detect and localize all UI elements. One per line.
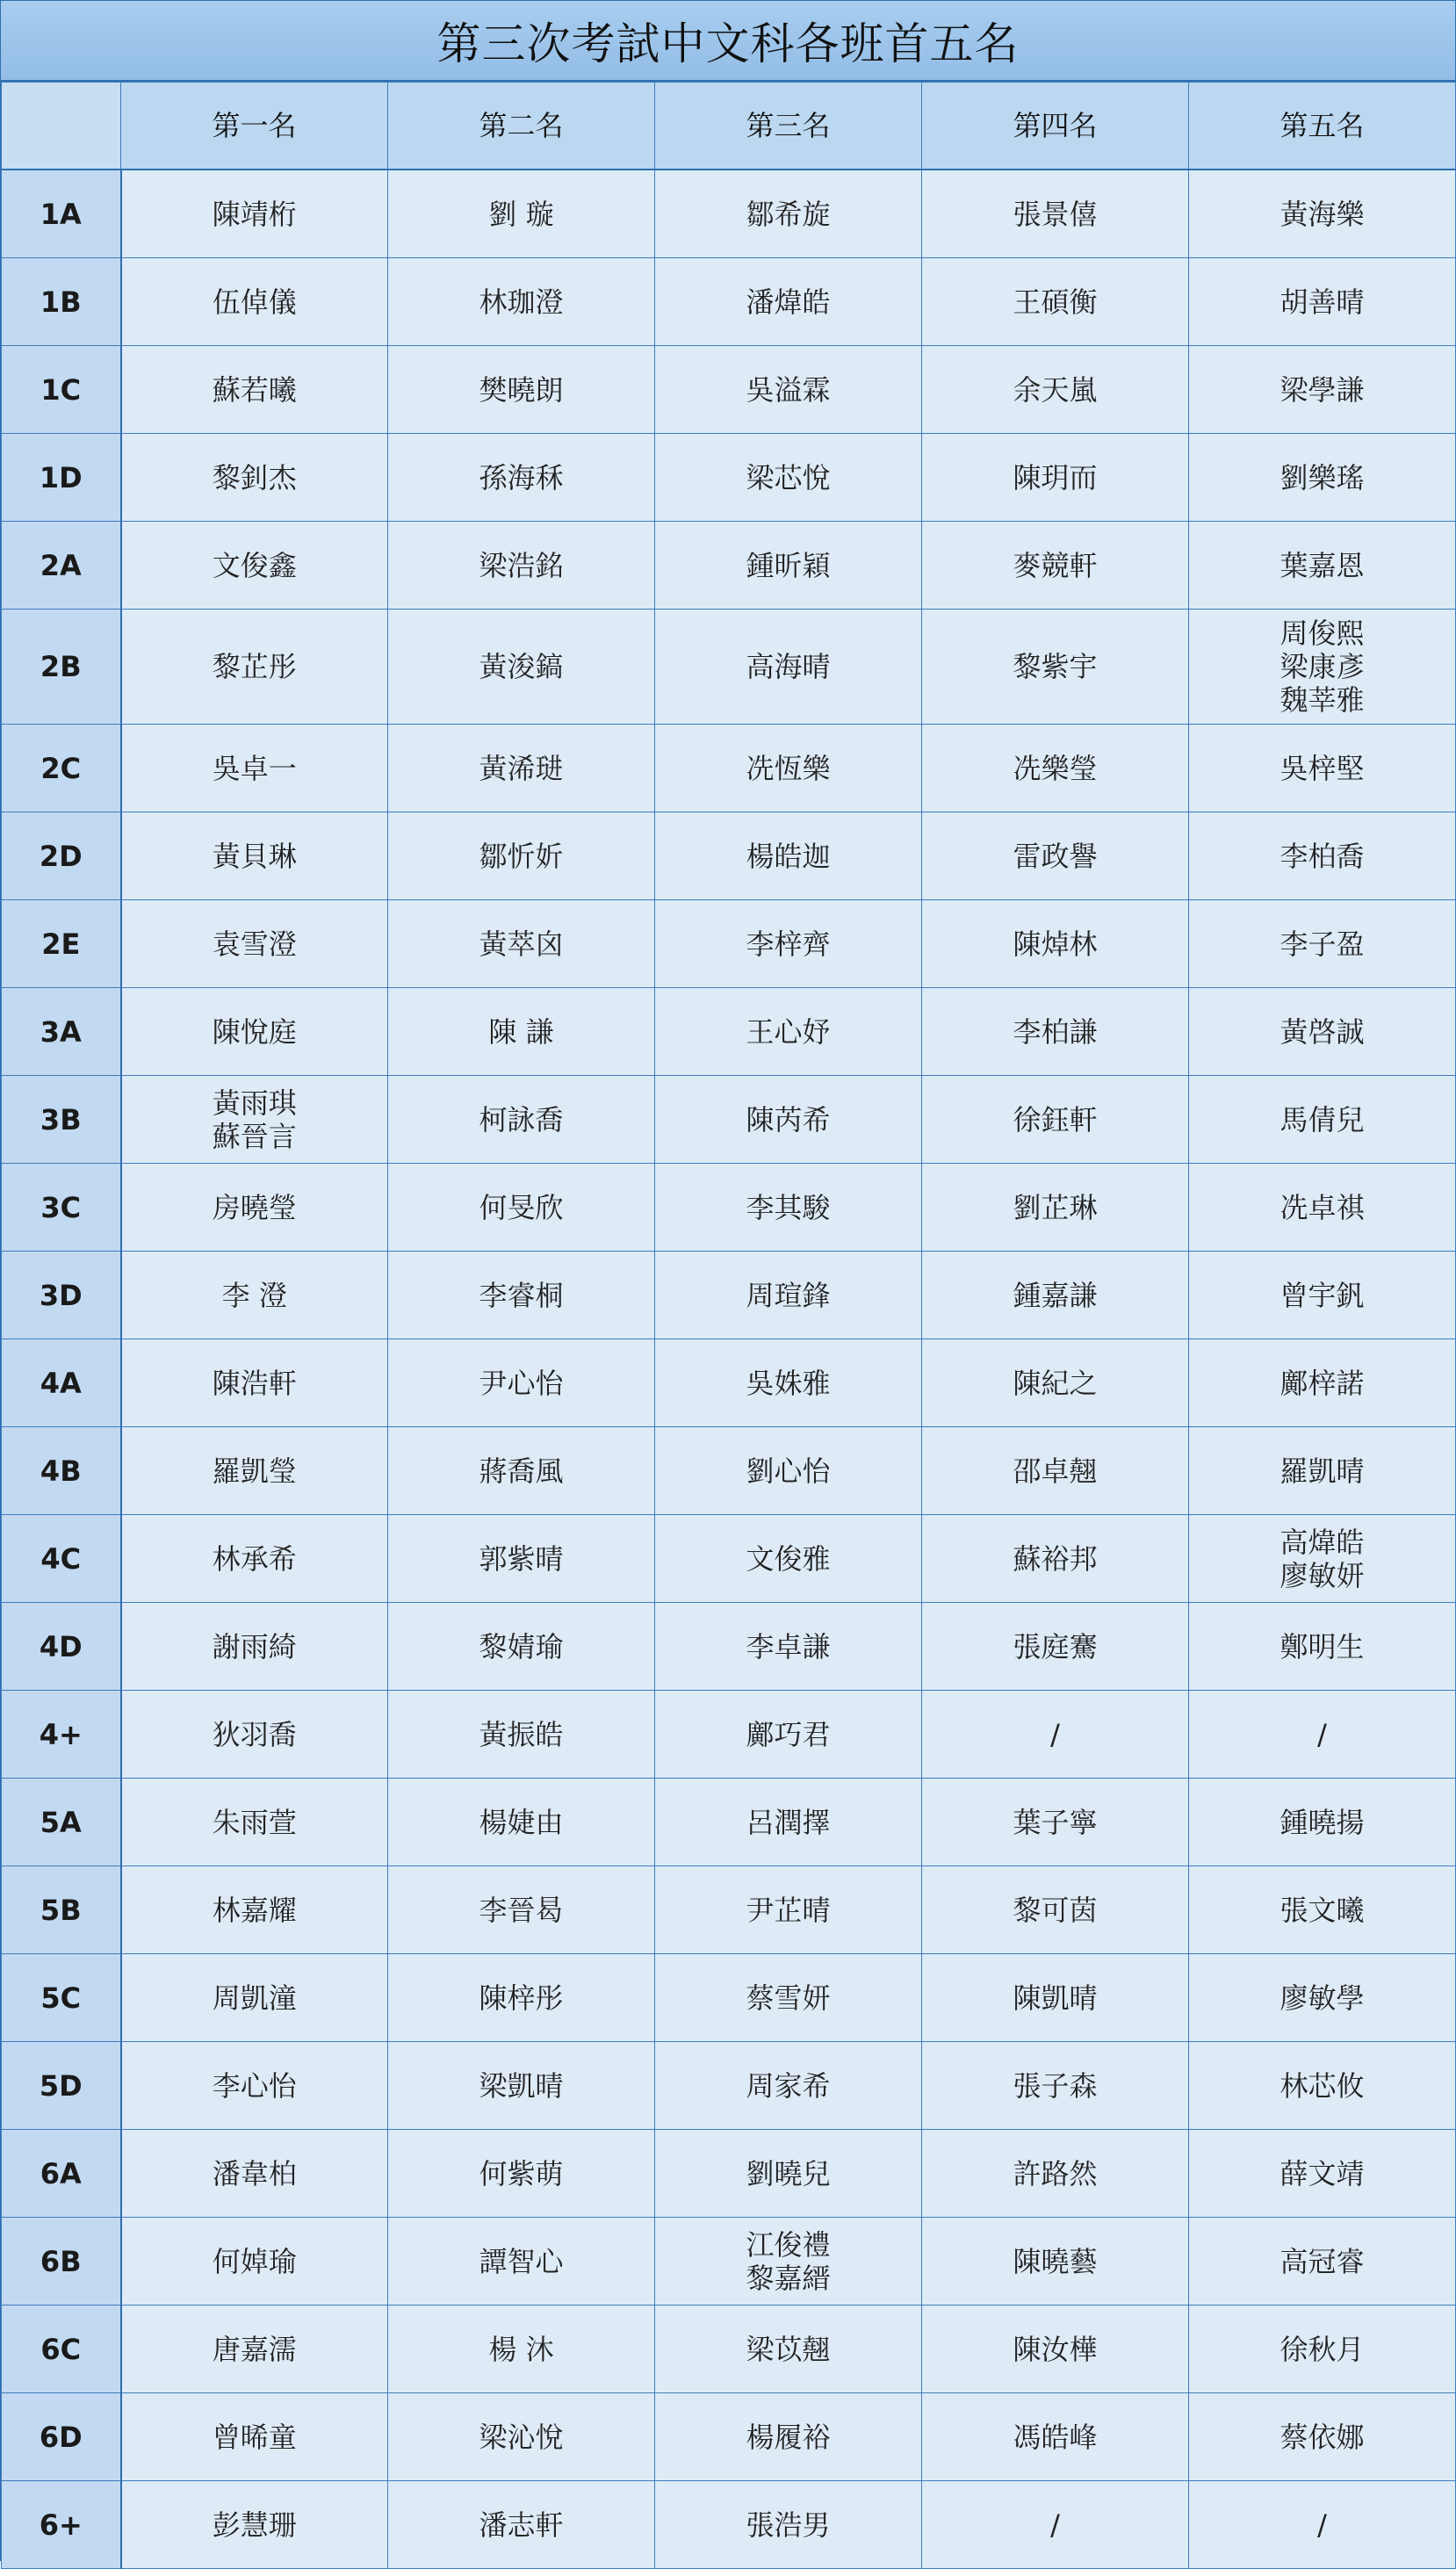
rank-5-cell[interactable]: 曾宇釩 — [1189, 1252, 1456, 1339]
rank-5-cell[interactable]: 薛文靖 — [1189, 2130, 1456, 2218]
rank-3-cell[interactable]: 周家希 — [655, 2042, 922, 2130]
rank-2-cell[interactable]: 郭紫晴 — [388, 1515, 655, 1603]
rank-3-cell[interactable]: 蔡雪妍 — [655, 1954, 922, 2042]
rank-3-cell[interactable]: 楊履裕 — [655, 2393, 922, 2481]
table-row — [2, 1515, 1456, 1603]
table-row — [2, 812, 1456, 900]
rank-5-cell[interactable]: 梁學謙 — [1189, 346, 1456, 434]
table-row — [2, 1339, 1456, 1427]
header-corner-cell[interactable] — [2, 83, 121, 170]
rank-5-cell[interactable]: 葉嘉恩 — [1189, 522, 1456, 610]
rank-2-cell[interactable]: 黃浚鎬 — [388, 610, 655, 725]
table-row — [2, 1866, 1456, 1954]
rank-4-cell[interactable]: 陳紀之 — [922, 1339, 1189, 1427]
rank-2-cell[interactable]: 梁凱晴 — [388, 2042, 655, 2130]
rank-2-cell[interactable]: 何旻欣 — [388, 1164, 655, 1252]
header-row — [2, 83, 1456, 170]
table-row — [2, 900, 1456, 988]
rank-1-cell[interactable]: 吳卓一 — [121, 725, 388, 812]
rank-3-cell[interactable]: 王心妤 — [655, 988, 922, 1076]
rank-4-cell[interactable]: 鍾嘉謙 — [922, 1252, 1189, 1339]
rank-3-cell[interactable]: 尹芷晴 — [655, 1866, 922, 1954]
rank-3-cell[interactable]: 楊皓迦 — [655, 812, 922, 900]
rank-1-cell[interactable]: 朱雨萱 — [121, 1779, 388, 1866]
rank-4-cell[interactable]: 許路然 — [922, 2130, 1189, 2218]
table-row — [2, 2042, 1456, 2130]
table-body — [2, 170, 1456, 2569]
rank-1-cell[interactable]: 李 澄 — [121, 1252, 388, 1339]
class-label-cell[interactable]: 2B — [2, 610, 121, 725]
rank-2-cell[interactable]: 鄒忻妡 — [388, 812, 655, 900]
class-label-cell[interactable]: 1C — [2, 346, 121, 434]
header-rank-3[interactable]: 第三名 — [655, 83, 922, 170]
table-row — [2, 1076, 1456, 1164]
ranking-table — [1, 82, 1456, 2569]
rank-5-cell[interactable]: / — [1189, 1691, 1456, 1779]
rank-4-cell[interactable]: / — [922, 1691, 1189, 1779]
rank-4-cell[interactable]: / — [922, 2481, 1189, 2569]
rank-5-cell[interactable]: / — [1189, 2481, 1456, 2569]
rank-4-cell[interactable]: 徐鈺軒 — [922, 1076, 1189, 1164]
class-label-cell[interactable]: 6A — [2, 2130, 121, 2218]
class-label-cell[interactable]: 2D — [2, 812, 121, 900]
table-row — [2, 1691, 1456, 1779]
rank-5-cell[interactable]: 李子盈 — [1189, 900, 1456, 988]
class-label-cell[interactable]: 3A — [2, 988, 121, 1076]
table-row — [2, 1164, 1456, 1252]
rank-1-cell[interactable]: 狄羽喬 — [121, 1691, 388, 1779]
class-label-cell[interactable]: 4A — [2, 1339, 121, 1427]
rank-1-cell[interactable]: 房曉瑩 — [121, 1164, 388, 1252]
rank-3-cell[interactable]: 李梓齊 — [655, 900, 922, 988]
rank-4-cell[interactable]: 陳汝樺 — [922, 2306, 1189, 2393]
rank-1-cell[interactable]: 黃貝琳 — [121, 812, 388, 900]
rank-1-cell[interactable]: 周凱潼 — [121, 1954, 388, 2042]
rank-4-cell[interactable]: 陳玥而 — [922, 434, 1189, 522]
class-label-cell[interactable]: 6D — [2, 2393, 121, 2481]
rank-5-cell[interactable]: 鍾曉揚 — [1189, 1779, 1456, 1866]
class-label-cell[interactable]: 3C — [2, 1164, 121, 1252]
rank-4-cell[interactable]: 張子森 — [922, 2042, 1189, 2130]
rank-4-cell[interactable]: 陳凱晴 — [922, 1954, 1189, 2042]
header-rank-5[interactable]: 第五名 — [1189, 83, 1456, 170]
rank-5-cell[interactable]: 鄭明生 — [1189, 1603, 1456, 1691]
class-label-cell[interactable]: 6+ — [2, 2481, 121, 2569]
class-label-cell[interactable]: 1D — [2, 434, 121, 522]
rank-1-cell[interactable]: 伍倬儀 — [121, 258, 388, 346]
class-label-cell[interactable]: 5D — [2, 2042, 121, 2130]
rank-4-cell[interactable]: 張景僖 — [922, 170, 1189, 258]
class-label-cell[interactable]: 6C — [2, 2306, 121, 2393]
rank-1-cell[interactable]: 袁雪澄 — [121, 900, 388, 988]
rank-2-cell[interactable]: 林珈澄 — [388, 258, 655, 346]
class-label-cell[interactable]: 6B — [2, 2218, 121, 2306]
rank-4-cell[interactable]: 王碩衡 — [922, 258, 1189, 346]
table-row — [2, 170, 1456, 258]
rank-1-cell[interactable]: 李心怡 — [121, 2042, 388, 2130]
rank-3-cell[interactable]: 梁苡翹 — [655, 2306, 922, 2393]
table-row — [2, 1603, 1456, 1691]
rank-5-cell[interactable]: 黃海樂 — [1189, 170, 1456, 258]
rank-5-cell[interactable]: 蔡依娜 — [1189, 2393, 1456, 2481]
table-row — [2, 346, 1456, 434]
rank-3-cell[interactable]: 吳姝雅 — [655, 1339, 922, 1427]
rank-4-cell[interactable]: 余天嵐 — [922, 346, 1189, 434]
class-label-cell[interactable]: 5A — [2, 1779, 121, 1866]
rank-3-cell[interactable]: 李卓謙 — [655, 1603, 922, 1691]
sheet-title: 第三次考試中文科各班首五名 — [1, 1, 1455, 82]
class-label-cell[interactable]: 4D — [2, 1603, 121, 1691]
rank-1-cell[interactable]: 彭慧珊 — [121, 2481, 388, 2569]
rank-4-cell[interactable]: 馮皓峰 — [922, 2393, 1189, 2481]
rank-2-cell[interactable]: 梁浩銘 — [388, 522, 655, 610]
table-row — [2, 2306, 1456, 2393]
class-label-cell[interactable]: 3B — [2, 1076, 121, 1164]
rank-5-cell[interactable]: 張文曦 — [1189, 1866, 1456, 1954]
rank-1-cell[interactable]: 唐嘉濡 — [121, 2306, 388, 2393]
rank-1-cell[interactable]: 陳靖桁 — [121, 170, 388, 258]
rank-1-cell[interactable]: 何婥瑜 — [121, 2218, 388, 2306]
table-row — [2, 988, 1456, 1076]
rank-1-cell[interactable]: 文俊鑫 — [121, 522, 388, 610]
rank-2-cell[interactable]: 梁沁悅 — [388, 2393, 655, 2481]
rank-3-cell[interactable]: 鍾昕穎 — [655, 522, 922, 610]
rank-5-cell[interactable]: 馬倩兒 — [1189, 1076, 1456, 1164]
rank-2-cell[interactable]: 樊曉朗 — [388, 346, 655, 434]
rank-3-cell[interactable]: 劉心怡 — [655, 1427, 922, 1515]
rank-4-cell[interactable]: 李柏謙 — [922, 988, 1189, 1076]
table-row — [2, 1427, 1456, 1515]
rank-1-cell[interactable]: 黎釗杰 — [121, 434, 388, 522]
rank-3-cell[interactable]: 吳溢霖 — [655, 346, 922, 434]
rank-3-cell[interactable]: 江俊禮 黎嘉縉 — [655, 2218, 922, 2306]
rank-4-cell[interactable]: 邵卓翹 — [922, 1427, 1189, 1515]
rank-3-cell[interactable]: 李其駿 — [655, 1164, 922, 1252]
rank-3-cell[interactable]: 潘煒皓 — [655, 258, 922, 346]
rank-5-cell[interactable]: 林芯攸 — [1189, 2042, 1456, 2130]
rank-5-cell[interactable]: 徐秋月 — [1189, 2306, 1456, 2393]
table-row — [2, 2393, 1456, 2481]
rank-4-cell[interactable]: 陳曉藝 — [922, 2218, 1189, 2306]
rank-2-cell[interactable]: 潘志軒 — [388, 2481, 655, 2569]
rank-2-cell[interactable]: 尹心怡 — [388, 1339, 655, 1427]
rank-2-cell[interactable]: 李晉曷 — [388, 1866, 655, 1954]
rank-4-cell[interactable]: 麥競軒 — [922, 522, 1189, 610]
table-row — [2, 2130, 1456, 2218]
rank-5-cell[interactable]: 黃啓誠 — [1189, 988, 1456, 1076]
class-label-cell[interactable]: 5C — [2, 1954, 121, 2042]
class-label-cell[interactable]: 1B — [2, 258, 121, 346]
rank-1-cell[interactable]: 黎芷彤 — [121, 610, 388, 725]
class-label-cell[interactable]: 4C — [2, 1515, 121, 1603]
class-label-cell[interactable]: 1A — [2, 170, 121, 258]
table-row — [2, 522, 1456, 610]
rank-1-cell[interactable]: 潘韋柏 — [121, 2130, 388, 2218]
rank-2-cell[interactable]: 楊 沐 — [388, 2306, 655, 2393]
rank-4-cell[interactable]: 劉芷琳 — [922, 1164, 1189, 1252]
table-row — [2, 434, 1456, 522]
rank-3-cell[interactable]: 周瑄鋒 — [655, 1252, 922, 1339]
table-row — [2, 1954, 1456, 2042]
rank-2-cell[interactable]: 黃振皓 — [388, 1691, 655, 1779]
table-row — [2, 1779, 1456, 1866]
rank-3-cell[interactable]: 陳芮希 — [655, 1076, 922, 1164]
rank-4-cell[interactable]: 陳焯林 — [922, 900, 1189, 988]
rank-4-cell[interactable]: 黎可茵 — [922, 1866, 1189, 1954]
rank-5-cell[interactable]: 高煒皓 廖敏妍 — [1189, 1515, 1456, 1603]
table-row — [2, 725, 1456, 812]
rank-5-cell[interactable]: 鄺梓諾 — [1189, 1339, 1456, 1427]
rank-1-cell[interactable]: 謝雨綺 — [121, 1603, 388, 1691]
rank-4-cell[interactable]: 雷政譽 — [922, 812, 1189, 900]
class-label-cell[interactable]: 4+ — [2, 1691, 121, 1779]
rank-5-cell[interactable]: 劉樂瑤 — [1189, 434, 1456, 522]
rank-4-cell[interactable]: 葉子寧 — [922, 1779, 1189, 1866]
rank-4-cell[interactable]: 張庭騫 — [922, 1603, 1189, 1691]
rank-3-cell[interactable]: 梁芯悅 — [655, 434, 922, 522]
class-label-cell[interactable]: 2E — [2, 900, 121, 988]
rank-2-cell[interactable]: 李睿桐 — [388, 1252, 655, 1339]
class-label-cell[interactable]: 3D — [2, 1252, 121, 1339]
rank-3-cell[interactable]: 張浩男 — [655, 2481, 922, 2569]
rank-2-cell[interactable]: 蔣喬風 — [388, 1427, 655, 1515]
rank-1-cell[interactable]: 蘇若曦 — [121, 346, 388, 434]
rank-2-cell[interactable]: 黃浠琎 — [388, 725, 655, 812]
rank-1-cell[interactable]: 林嘉耀 — [121, 1866, 388, 1954]
table-row — [2, 1252, 1456, 1339]
table-row — [2, 2218, 1456, 2306]
rank-2-cell[interactable]: 譚智心 — [388, 2218, 655, 2306]
rank-3-cell[interactable]: 冼恆樂 — [655, 725, 922, 812]
header-rank-2[interactable]: 第二名 — [388, 83, 655, 170]
table-row — [2, 610, 1456, 725]
rank-2-cell[interactable]: 黃萃囟 — [388, 900, 655, 988]
rank-1-cell[interactable]: 羅凱瑩 — [121, 1427, 388, 1515]
rank-2-cell[interactable]: 陳梓彤 — [388, 1954, 655, 2042]
rank-5-cell[interactable]: 高冠睿 — [1189, 2218, 1456, 2306]
rank-1-cell[interactable]: 林承希 — [121, 1515, 388, 1603]
rank-2-cell[interactable]: 陳 謙 — [388, 988, 655, 1076]
rank-1-cell[interactable]: 黃雨琪 蘇晉言 — [121, 1076, 388, 1164]
class-label-cell[interactable]: 2C — [2, 725, 121, 812]
rank-5-cell[interactable]: 周俊熙 梁康彥 魏莘雅 — [1189, 610, 1456, 725]
rank-3-cell[interactable]: 劉曉兒 — [655, 2130, 922, 2218]
rank-4-cell[interactable]: 黎紫宇 — [922, 610, 1189, 725]
rank-4-cell[interactable]: 冼樂瑩 — [922, 725, 1189, 812]
header-rank-4[interactable]: 第四名 — [922, 83, 1189, 170]
rank-1-cell[interactable]: 曾晞童 — [121, 2393, 388, 2481]
rank-2-cell[interactable]: 柯詠喬 — [388, 1076, 655, 1164]
rank-2-cell[interactable]: 劉 璇 — [388, 170, 655, 258]
rank-5-cell[interactable]: 吳梓堅 — [1189, 725, 1456, 812]
rank-2-cell[interactable]: 黎婧瑜 — [388, 1603, 655, 1691]
rank-5-cell[interactable]: 冼卓祺 — [1189, 1164, 1456, 1252]
table-row — [2, 2481, 1456, 2569]
rank-4-cell[interactable]: 蘇裕邦 — [922, 1515, 1189, 1603]
rank-3-cell[interactable]: 文俊雅 — [655, 1515, 922, 1603]
rank-2-cell[interactable]: 何紫萌 — [388, 2130, 655, 2218]
table-row — [2, 258, 1456, 346]
header-rank-1[interactable]: 第一名 — [121, 83, 388, 170]
rank-2-cell[interactable]: 楊婕由 — [388, 1779, 655, 1866]
class-label-cell[interactable]: 2A — [2, 522, 121, 610]
rank-2-cell[interactable]: 孫海秝 — [388, 434, 655, 522]
rank-5-cell[interactable]: 胡善晴 — [1189, 258, 1456, 346]
rank-5-cell[interactable]: 李柏喬 — [1189, 812, 1456, 900]
rank-3-cell[interactable]: 鄺巧君 — [655, 1691, 922, 1779]
rank-5-cell[interactable]: 廖敏學 — [1189, 1954, 1456, 2042]
rank-1-cell[interactable]: 陳浩軒 — [121, 1339, 388, 1427]
class-label-cell[interactable]: 4B — [2, 1427, 121, 1515]
class-label-cell[interactable]: 5B — [2, 1866, 121, 1954]
rank-1-cell[interactable]: 陳悅庭 — [121, 988, 388, 1076]
rank-5-cell[interactable]: 羅凱晴 — [1189, 1427, 1456, 1515]
rank-3-cell[interactable]: 高海晴 — [655, 610, 922, 725]
rank-3-cell[interactable]: 鄒希旋 — [655, 170, 922, 258]
rank-3-cell[interactable]: 呂潤擇 — [655, 1779, 922, 1866]
